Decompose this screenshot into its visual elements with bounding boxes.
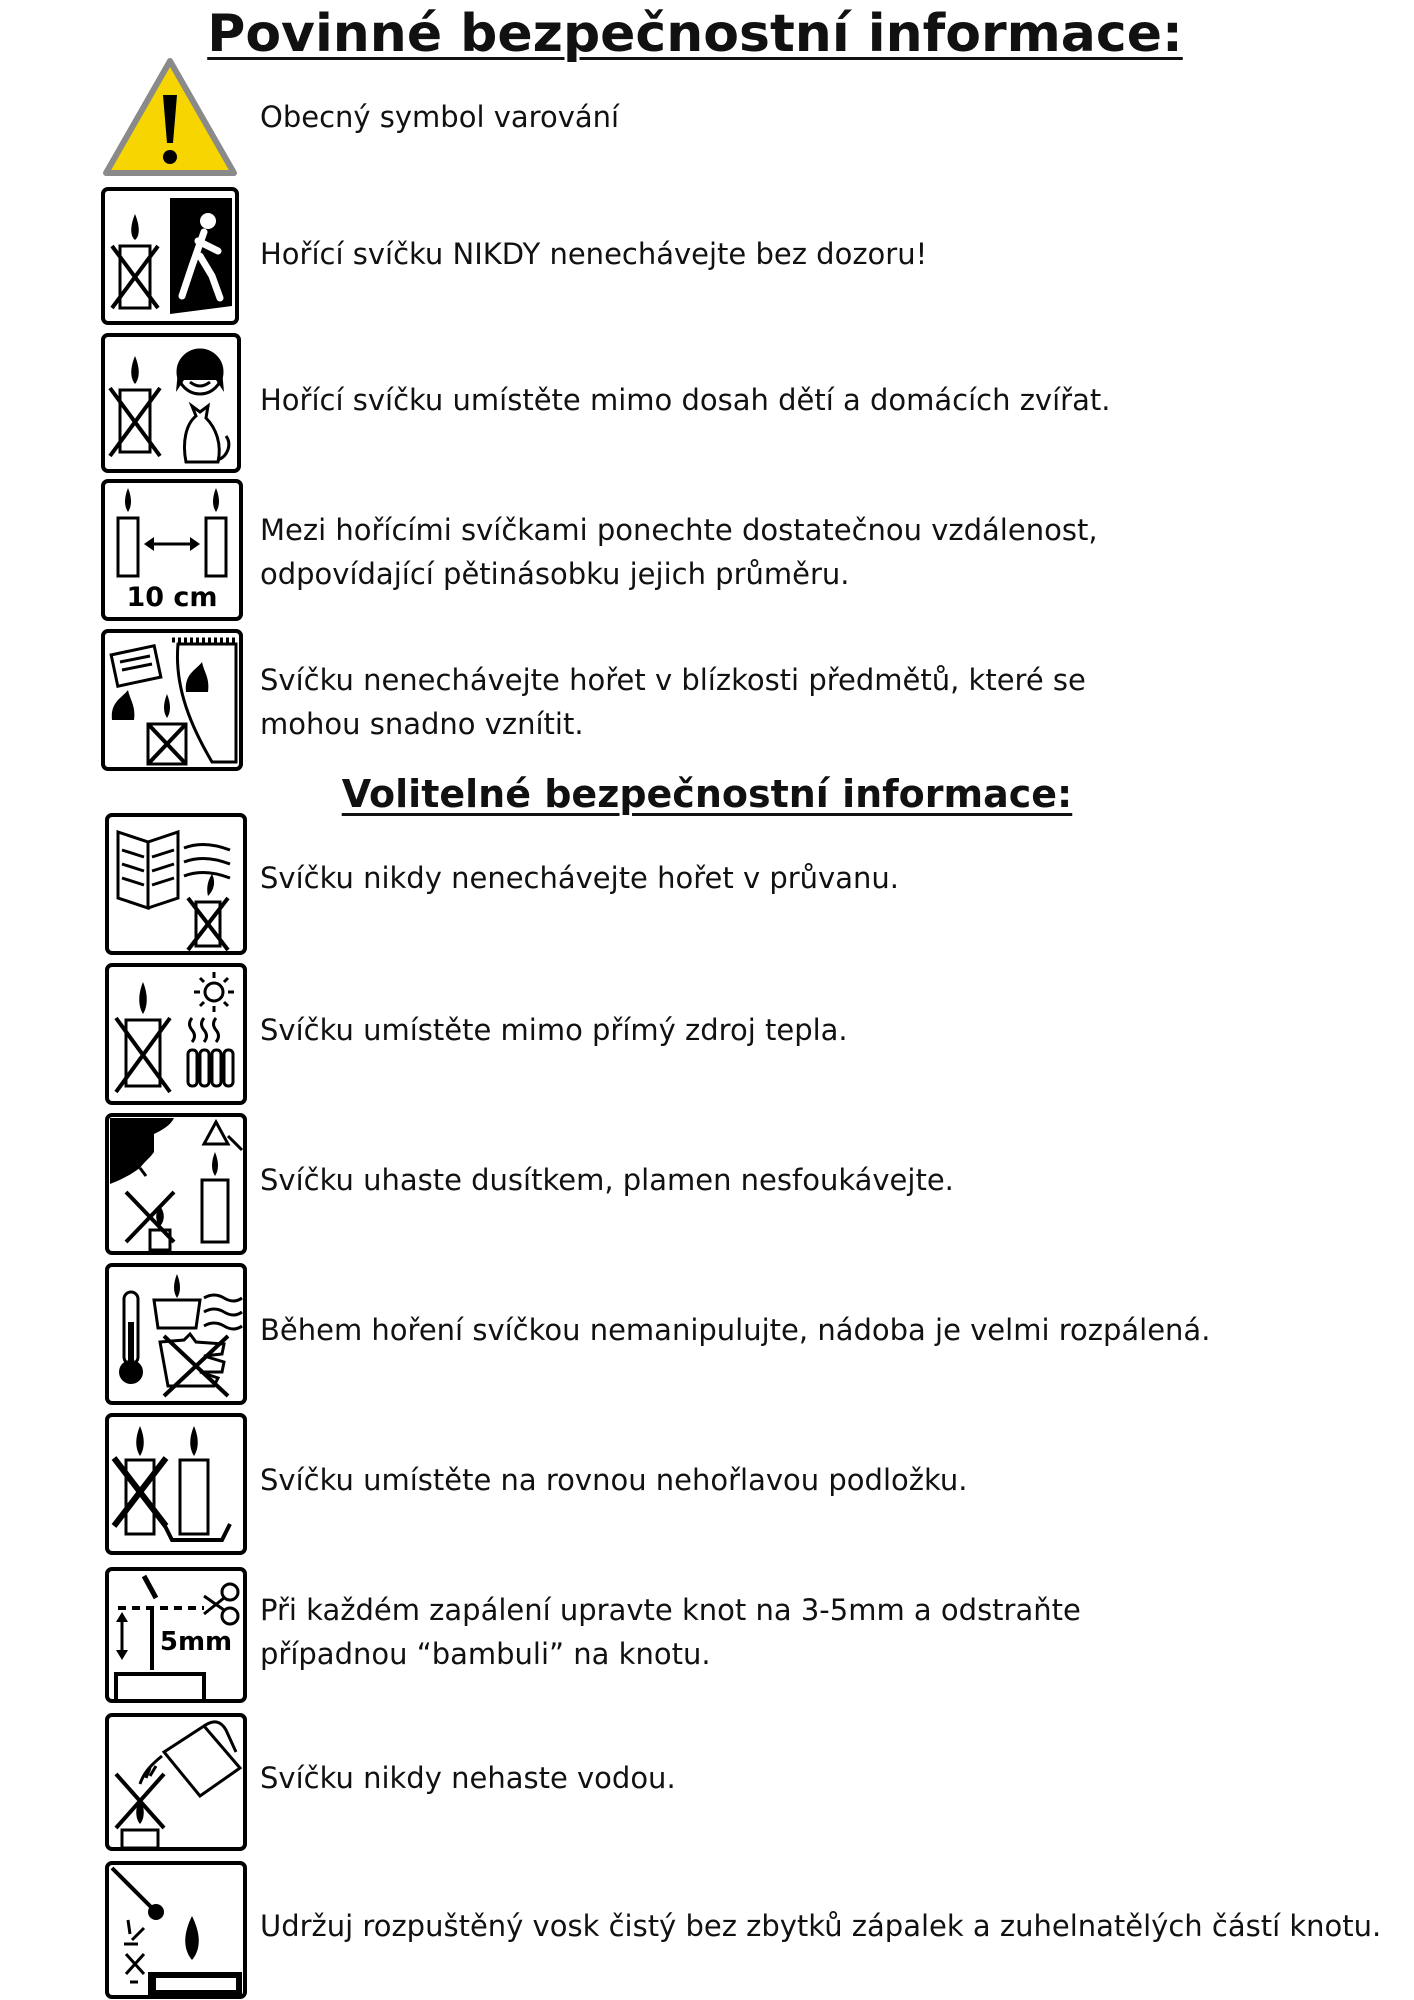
snuffer-icon — [104, 1112, 248, 1256]
safety-text — [260, 508, 1098, 596]
safety-text: Svíčku uhaste dusítkem, plamen nesfoukávejte. — [260, 1163, 954, 1197]
distance-label: 10 cm — [126, 582, 218, 613]
hot-container-icon — [104, 1262, 248, 1406]
safety-text: Svíčku umístěte mimo přímý zdroj tepla. — [260, 1013, 848, 1047]
clean-wax-icon — [104, 1860, 248, 2000]
optional-safety-title: Volitelné bezpečnostní informace: — [341, 772, 1073, 816]
text-line: případnou “bambuli” na knotu. — [260, 1637, 711, 1671]
safety-item-heat — [104, 962, 1394, 1106]
no-water-icon — [104, 1712, 248, 1852]
safety-item-snuffer — [104, 1112, 1394, 1256]
safety-item-clean-wax — [104, 1860, 1394, 2000]
candle-distance-icon — [100, 478, 244, 622]
children-pets-icon — [100, 332, 242, 474]
safety-text — [260, 658, 1086, 746]
text-line: Mezi hořícími svíčkami ponechte dostatečnou vzdálenost, — [260, 513, 1098, 547]
safety-item-trim-wick — [104, 1566, 1394, 1704]
heat-source-icon — [104, 962, 248, 1106]
safety-item-hot-container — [104, 1262, 1394, 1406]
safety-text: Svíčku umístěte na rovnou nehořlavou podložku. — [260, 1463, 968, 1497]
text-line: odpovídající pětinásobku jejich průměru. — [260, 557, 850, 591]
level-surface-icon — [104, 1412, 248, 1556]
safety-text: Svíčku nikdy nehaste vodou. — [260, 1761, 676, 1795]
warning-triangle-icon — [100, 55, 240, 180]
safety-text: Hořící svíčku NIKDY nenechávejte bez dozoru! — [260, 237, 928, 271]
safety-item-warning — [100, 55, 1390, 180]
text-line: Svíčku nenechávejte hořet v blízkosti předmětů, které se — [260, 663, 1086, 697]
trim-wick-icon — [104, 1566, 248, 1704]
draft-icon — [104, 812, 248, 956]
wick-length-label: 5mm — [159, 1627, 233, 1657]
safety-text: Svíčku nikdy nenechávejte hořet v průvanu. — [260, 861, 899, 895]
safety-text: Obecný symbol varování — [260, 100, 620, 134]
safety-text — [260, 1588, 1081, 1676]
safety-item-distance — [100, 478, 1390, 622]
text-line: Při každém zapálení upravte knot na 3-5mm a odstraňte — [260, 1593, 1081, 1627]
safety-item-level-surface — [104, 1412, 1394, 1556]
safety-item-unattended — [100, 186, 1390, 326]
flammable-objects-icon — [100, 628, 244, 772]
unattended-candle-icon — [100, 186, 240, 326]
text-line: mohou snadno vznítit. — [260, 707, 584, 741]
safety-item-flammable — [100, 628, 1390, 772]
safety-item-no-water — [104, 1712, 1394, 1852]
safety-text: Během hoření svíčkou nemanipulujte, nádoba je velmi rozpálená. — [260, 1313, 1211, 1347]
safety-item-children — [100, 332, 1390, 474]
safety-item-draft — [104, 812, 1394, 956]
safety-text: Hořící svíčku umístěte mimo dosah dětí a domácích zvířat. — [260, 383, 1111, 417]
mandatory-safety-title: Povinné bezpečnostní informace: — [207, 4, 1183, 64]
safety-text: Udržuj rozpuštěný vosk čistý bez zbytků zápalek a zuhelnatělých částí knotu. — [260, 1909, 1382, 1943]
